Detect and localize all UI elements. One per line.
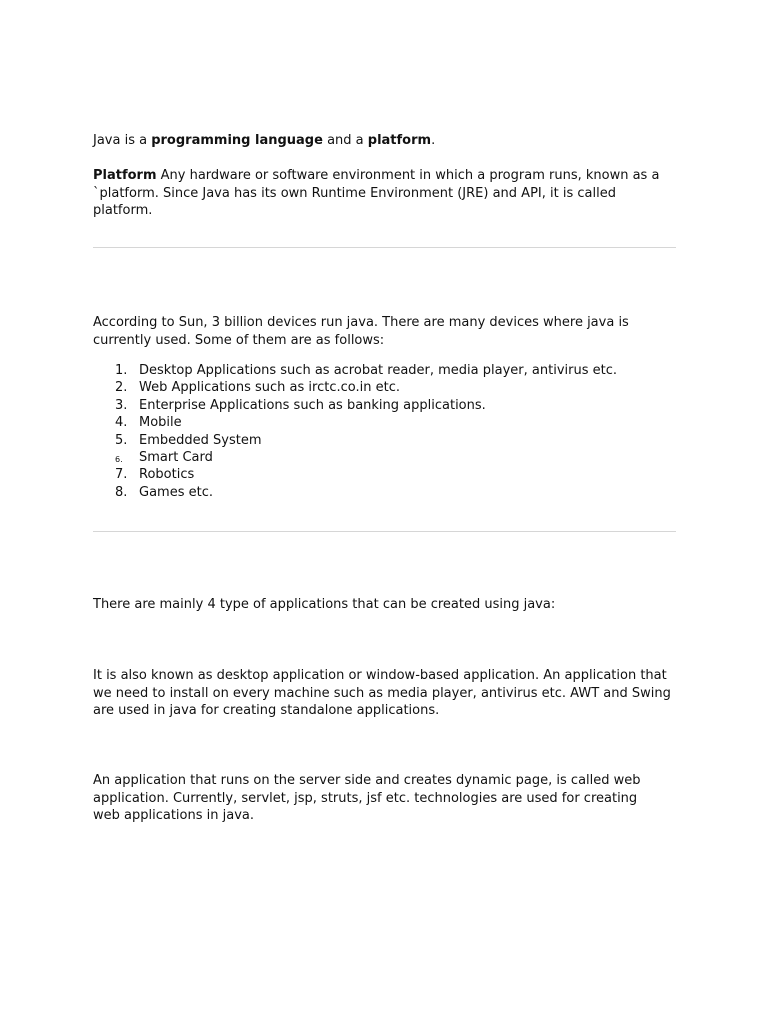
list-item-number: 1. — [115, 363, 128, 378]
list-item — [93, 379, 677, 396]
horizontal-divider — [93, 531, 676, 532]
devices-list — [93, 362, 677, 501]
list-item — [93, 484, 677, 501]
platform-definition-paragraph — [93, 167, 673, 220]
list-item-text: Enterprise Applications such as banking applications. — [139, 397, 486, 413]
list-item-number: 7. — [115, 467, 128, 483]
horizontal-divider — [93, 247, 676, 248]
list-item — [93, 397, 677, 414]
list-item — [93, 449, 677, 466]
list-item — [93, 362, 677, 379]
list-item-text: Games etc. — [139, 484, 213, 500]
platform-label: Platform — [93, 168, 157, 183]
list-item-text: Smart Card — [139, 449, 213, 465]
intro-bold-programming-language: programming language — [151, 133, 323, 148]
devices-intro-paragraph: According to Sun, 3 billion devices run java. There are many devices where java is currently used. Some of them are as follows: — [93, 315, 629, 348]
intro-text-1: Java is a — [93, 133, 152, 148]
types-intro-paragraph: There are mainly 4 type of applications that can be created using java: — [93, 597, 556, 612]
list-item — [93, 466, 677, 483]
list-item-text: Robotics — [139, 467, 195, 483]
list-item-number: 2. — [115, 380, 128, 396]
list-item-text: Web Applications such as irctc.co.in etc. — [139, 380, 400, 396]
list-item-text: Desktop Applications such as acrobat reader, media player, antivirus etc. — [139, 363, 617, 378]
list-item-number: 8. — [115, 484, 128, 500]
intro-paragraph — [93, 132, 677, 150]
list-item-number: 3. — [115, 397, 128, 413]
platform-definition-text: Any hardware or software environment in which a program runs, known as a `platform. Since Java has its own Runtime Environment (JRE) and API, it is called platform. — [93, 168, 660, 219]
list-item-number: 4. — [115, 415, 128, 431]
list-item-number: 6. — [115, 454, 123, 464]
intro-text-2: and a — [322, 133, 368, 148]
web-application-description-paragraph: An application that runs on the server side and creates dynamic page, is called web application. Currently, servlet, jsp, struts, jsf etc. technologies are used for creating web applications in java. — [93, 773, 641, 824]
list-item — [93, 414, 677, 431]
list-item — [93, 432, 677, 449]
list-item-text: Mobile — [139, 415, 182, 431]
list-item-number: 5. — [115, 432, 128, 448]
list-item-text: Embedded System — [139, 432, 262, 448]
standalone-description-paragraph: It is also known as desktop application or window-based application. An application that we need to install on every machine such as media player, antivirus etc. AWT and Swing are used in java for creating standalone applications. — [93, 668, 671, 719]
intro-bold-platform: platform — [367, 133, 432, 148]
intro-text-3: . — [431, 133, 436, 148]
